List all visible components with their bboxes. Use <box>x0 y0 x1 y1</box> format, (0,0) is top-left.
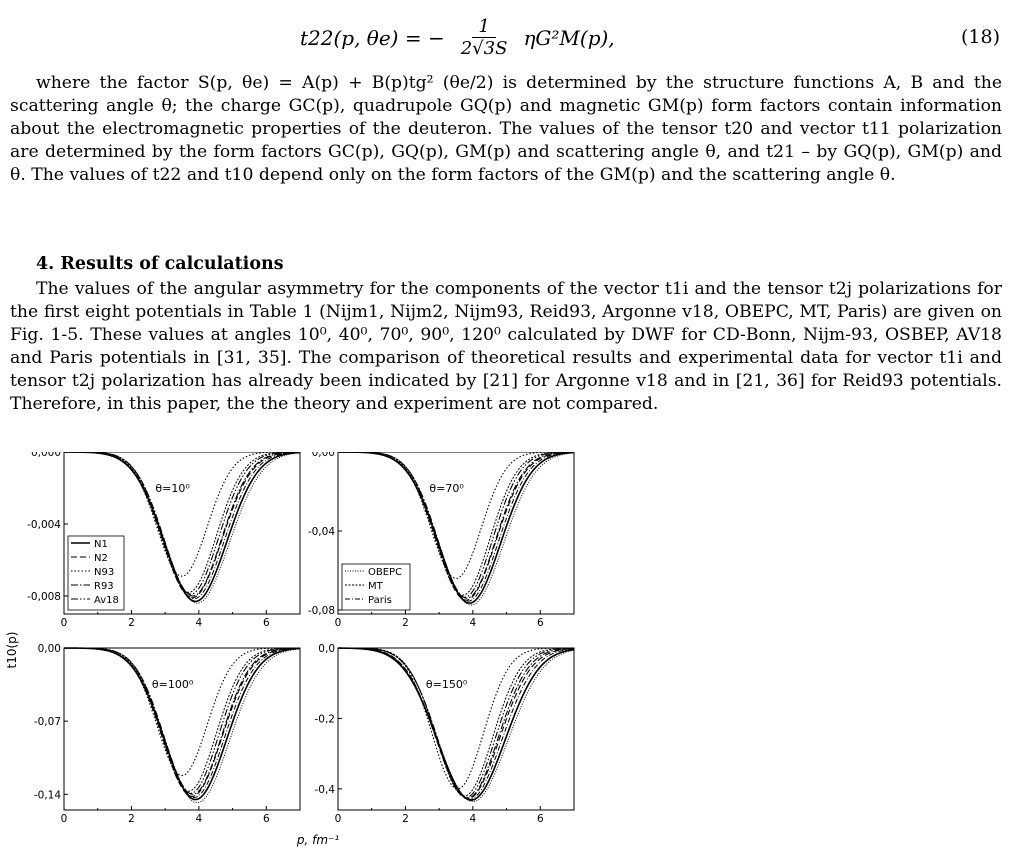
equation-number: (18) <box>960 26 1000 48</box>
equation-row <box>0 8 1010 68</box>
equation-frac-den: 2√3S <box>460 38 508 59</box>
equation-lhs: t22(p, θe) = − <box>300 25 445 50</box>
figure-t10 <box>0 452 600 850</box>
figure-ylabel: t10(p) <box>5 631 19 669</box>
x-tick-label: 2 <box>128 813 135 825</box>
y-tick-label: -0,08 <box>307 605 335 618</box>
x-tick-label: 4 <box>195 617 203 629</box>
paragraph-results: The values of the angular asymmetry for the components of the vector t1i and the tensor t2j polarizations for the first eight potentials in Table 1 (Nijm1, Nijm2, Nijm93, Reid93, Argonne v18, OBEPC, MT, Paris) are given on Fig. 1-5. These values at angles 10⁰, 40⁰, 70⁰, 90⁰, 120⁰ calculated by DWF for CD-Bonn, Nijm-93, OSBEP, AV18 and Paris potentials in [31, 35]. The comparison of theoretical results and experimental data for vector t1i and tensor t2j polarization has already been indicated by [21] for Argonne v18 and in [21, 36] for Reid93 potentials. Therefore, in this paper, the the theory and experiment are not compared. <box>10 279 1002 414</box>
x-tick-label: 0 <box>60 813 68 825</box>
legend-label-obepc: OBEPC <box>368 567 403 578</box>
series-line-mt <box>64 648 300 791</box>
x-tick-label: 2 <box>402 813 409 825</box>
series-line-paris <box>338 648 574 799</box>
y-tick-label: -0,04 <box>307 526 335 539</box>
legend-label-n2: N2 <box>94 553 108 564</box>
y-tick-label: -0,008 <box>27 591 61 603</box>
panel-annotation: θ=10⁰ <box>155 482 190 495</box>
equation-frac-num: 1 <box>472 16 495 38</box>
x-tick-label: 4 <box>469 617 477 629</box>
y-tick-label: -0,07 <box>33 716 61 729</box>
panel-3 <box>34 643 300 825</box>
figure-xlabel: p, fm⁻¹ <box>296 833 340 847</box>
x-tick-label: 0 <box>60 617 68 629</box>
x-tick-label: 2 <box>128 617 135 629</box>
series-line-n93 <box>338 452 574 578</box>
series-line-n2 <box>64 648 300 796</box>
y-tick-label: 0,0 <box>318 643 335 655</box>
legend-label-n93: N93 <box>94 567 115 578</box>
series-line-n93 <box>64 648 300 776</box>
y-tick-label: -0,2 <box>314 713 335 726</box>
panel-annotation: θ=70⁰ <box>429 482 464 495</box>
series-line-n1 <box>338 648 574 800</box>
figure-svg <box>0 452 600 850</box>
series-line-av18 <box>64 648 300 793</box>
x-tick-label: 6 <box>536 813 544 825</box>
panel-4 <box>315 643 575 825</box>
series-line-n1 <box>64 648 300 800</box>
legend-label-n1: N1 <box>94 539 108 550</box>
panel-annotation: θ=150⁰ <box>425 678 468 691</box>
legend-label-r93: R93 <box>94 581 114 592</box>
legend-label-av18: Av18 <box>94 595 119 606</box>
series-line-obepc <box>64 648 300 803</box>
panel-annotation: θ=100⁰ <box>151 678 194 691</box>
y-tick-label: 0,00 <box>311 452 335 459</box>
legend-label-mt: MT <box>368 581 383 592</box>
equation-rhs: ηG²M(p), <box>523 25 615 50</box>
x-tick-label: 6 <box>536 617 544 629</box>
x-tick-label: 4 <box>469 813 477 825</box>
equation-fraction <box>455 16 514 59</box>
x-tick-label: 2 <box>402 617 409 629</box>
y-tick-label: 0,00 <box>37 643 61 655</box>
series-line-r93 <box>338 648 574 798</box>
y-tick-label: -0,4 <box>314 783 335 796</box>
y-tick-label: -0,004 <box>27 519 61 531</box>
x-tick-label: 6 <box>262 617 270 629</box>
x-tick-label: 0 <box>334 617 342 629</box>
section-heading: 4. Results of calculations <box>36 254 284 274</box>
panel-1 <box>27 452 300 629</box>
series-line-obepc <box>338 648 574 801</box>
series-line-av18 <box>338 648 574 797</box>
x-tick-label: 0 <box>334 813 342 825</box>
panel-2 <box>308 452 574 629</box>
paragraph-form-factors: where the factor S(p, θe) = A(p) + B(p)tg² (θe/2) is determined by the structure functions A, B and the scattering angle θ; the charge GC(p), quadrupole GQ(p) and magnetic GM(p) form factors contain information about the electromagnetic properties of the deuteron. The values of the tensor t20 and vector t11 polarization are determined by the form factors GC(p), GQ(p), GM(p) and scattering angle θ, and t21 – by GQ(p), GM(p) and θ. The values of t22 and t10 depend only on the form factors of the GM(p) and the scattering angle θ. <box>10 73 1002 185</box>
equation-18 <box>300 16 615 59</box>
y-tick-label: 0,000 <box>30 452 61 459</box>
series-line-n2 <box>338 648 574 799</box>
y-tick-label: -0,14 <box>33 789 61 802</box>
x-tick-label: 4 <box>195 813 203 825</box>
x-tick-label: 6 <box>262 813 270 825</box>
legend-label-paris: Paris <box>368 595 392 606</box>
series-line-r93 <box>64 648 300 794</box>
